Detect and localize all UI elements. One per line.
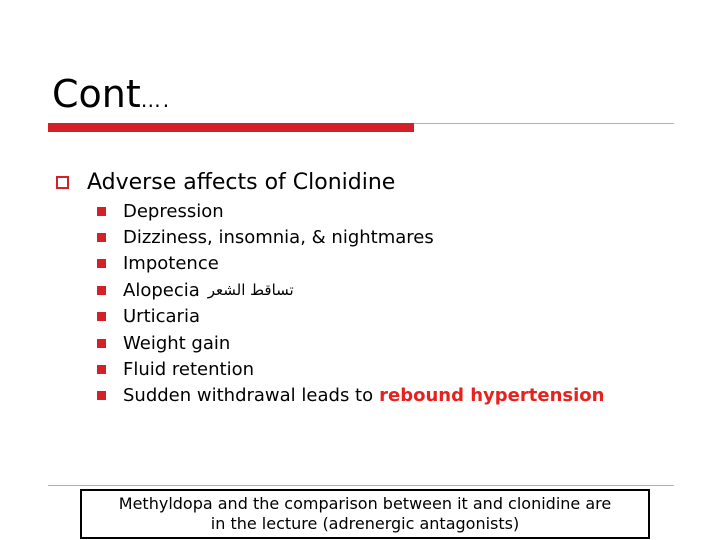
list-item-text: Sudden withdrawal leads to (123, 385, 374, 407)
filled-square-bullet-icon (97, 391, 106, 400)
adverse-effects-list (97, 198, 604, 409)
heading-row (56, 168, 395, 196)
filled-square-bullet-icon (97, 312, 106, 321)
list-item (97, 251, 604, 277)
list-item-text: Depression (123, 200, 224, 222)
title-accent-bar (48, 123, 414, 132)
list-item-text: Fluid retention (123, 359, 255, 381)
slide-title (52, 70, 171, 124)
slide-title-text: Cont (52, 72, 141, 116)
emphasis-text: rebound hypertension (379, 385, 605, 407)
hollow-square-bullet-icon (56, 176, 69, 189)
section-heading: Adverse affects of Clonidine (87, 169, 396, 195)
list-item-text: Alopecia (123, 279, 200, 301)
note-line-1: Methyldopa and the comparison between it and clonidine are (118, 494, 612, 513)
list-item (97, 277, 604, 303)
list-item (97, 224, 604, 250)
list-item-text: Weight gain (123, 332, 231, 354)
list-item (97, 383, 604, 409)
list-item (97, 198, 604, 224)
list-item (97, 330, 604, 356)
footer-divider-line (48, 485, 674, 486)
filled-square-bullet-icon (97, 207, 106, 216)
filled-square-bullet-icon (97, 233, 106, 242)
list-item (97, 304, 604, 330)
note-line-2: in the lecture (adrenergic antagonists) (210, 514, 520, 533)
filled-square-bullet-icon (97, 339, 106, 348)
arabic-translation: تساقط الشعر (207, 281, 294, 300)
list-item-text: Dizziness, insomnia, & nightmares (123, 227, 434, 249)
list-item (97, 356, 604, 382)
list-item-text: Urticaria (123, 306, 200, 328)
note-box (80, 489, 650, 539)
filled-square-bullet-icon (97, 259, 106, 268)
title-divider-line (414, 123, 674, 124)
filled-square-bullet-icon (97, 365, 106, 374)
slide-title-ellipsis: …. (140, 88, 172, 112)
filled-square-bullet-icon (97, 286, 106, 295)
list-item-text: Impotence (123, 253, 219, 275)
